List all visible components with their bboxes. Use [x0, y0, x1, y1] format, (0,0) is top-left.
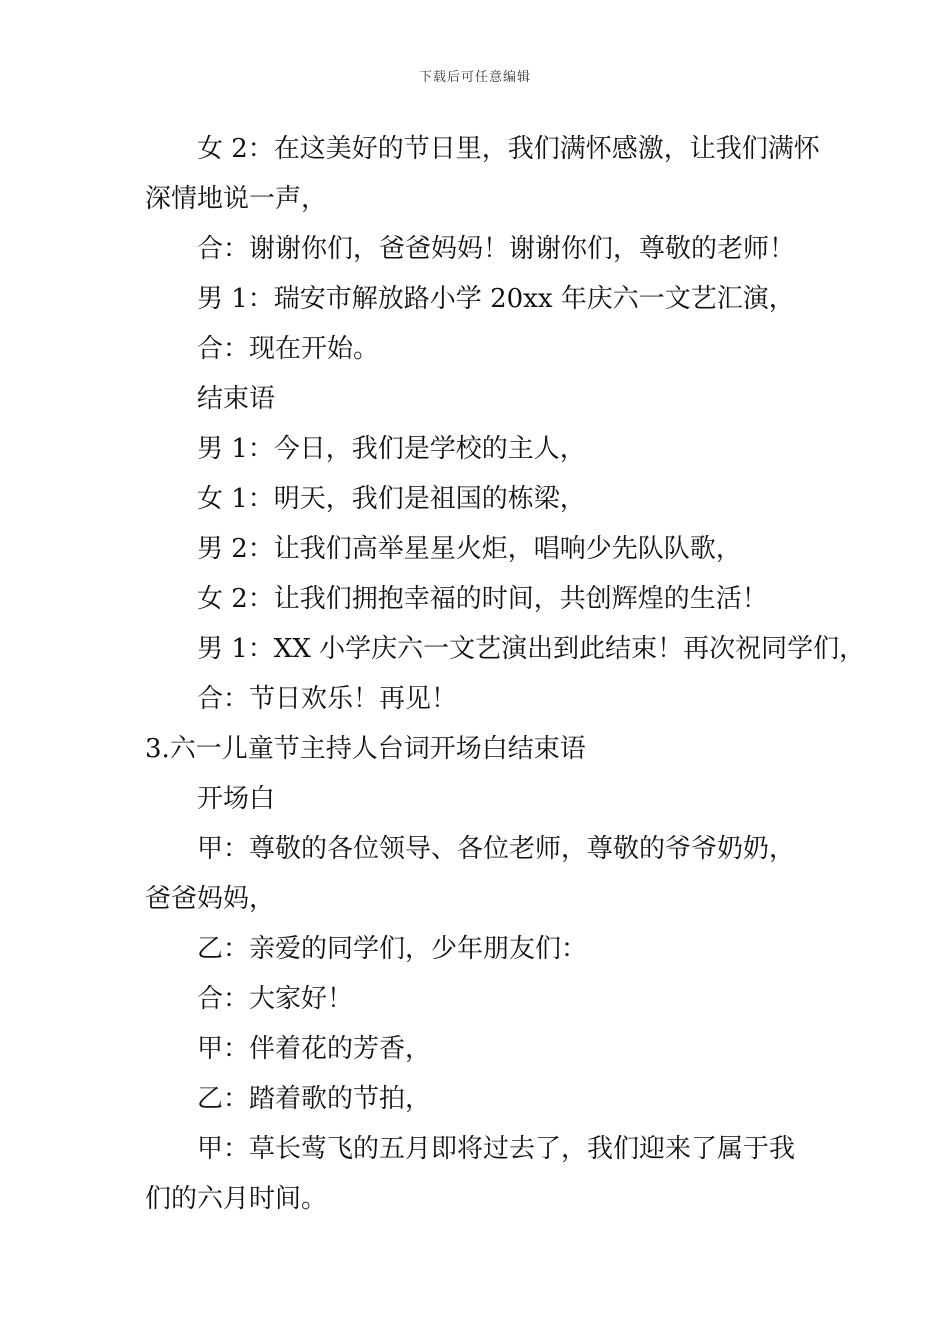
document-body — [145, 124, 866, 1224]
paragraph-line: 女 2：让我们拥抱幸福的时间，共创辉煌的生活！ — [197, 584, 768, 614]
paragraph-line: 甲：伴着花的芳香， — [197, 1034, 432, 1064]
paragraph-line: 深情地说一声， — [145, 184, 328, 214]
section-heading-closing: 结束语 — [197, 384, 276, 414]
paragraph-line: 男 1：今日，我们是学校的主人， — [197, 434, 586, 464]
page-header-note: 下载后可任意编辑 — [418, 70, 531, 85]
paragraph-line: 男 1：瑞安市解放路小学 20xx 年庆六一文艺汇演， — [197, 284, 795, 314]
paragraph-line: 合：谢谢你们，爸爸妈妈！谢谢你们，尊敬的老师！ — [197, 234, 796, 264]
paragraph-line: 们的六月时间。 — [145, 1184, 328, 1214]
paragraph-line: 甲：尊敬的各位领导、各位老师，尊敬的爷爷奶奶， — [197, 834, 796, 864]
paragraph-line: 甲：草长莺飞的五月即将过去了，我们迎来了属于我 — [197, 1134, 796, 1164]
paragraph-line: 合：大家好！ — [197, 984, 354, 1014]
paragraph-line: 女 2：在这美好的节日里，我们满怀感激，让我们满怀 — [197, 134, 820, 164]
paragraph-line: 合：现在开始。 — [197, 334, 380, 364]
paragraph-line: 乙：亲爱的同学们，少年朋友们： — [197, 934, 588, 964]
paragraph-line: 女 1：明天，我们是祖国的栋梁， — [197, 484, 586, 514]
paragraph-line: 爸爸妈妈， — [145, 884, 276, 914]
paragraph-line: 男 1：XX 小学庆六一文艺演出到此结束！再次祝同学们， — [197, 634, 866, 664]
paragraph-line: 乙：踏着歌的节拍， — [197, 1084, 432, 1114]
section-title: 3.六一儿童节主持人台词开场白结束语 — [145, 734, 586, 764]
paragraph-line: 男 2：让我们高举星星火炬，唱响少先队队歌， — [197, 534, 742, 564]
section-heading-opening: 开场白 — [197, 784, 276, 814]
paragraph-line: 合：节日欢乐！再见！ — [197, 684, 458, 714]
